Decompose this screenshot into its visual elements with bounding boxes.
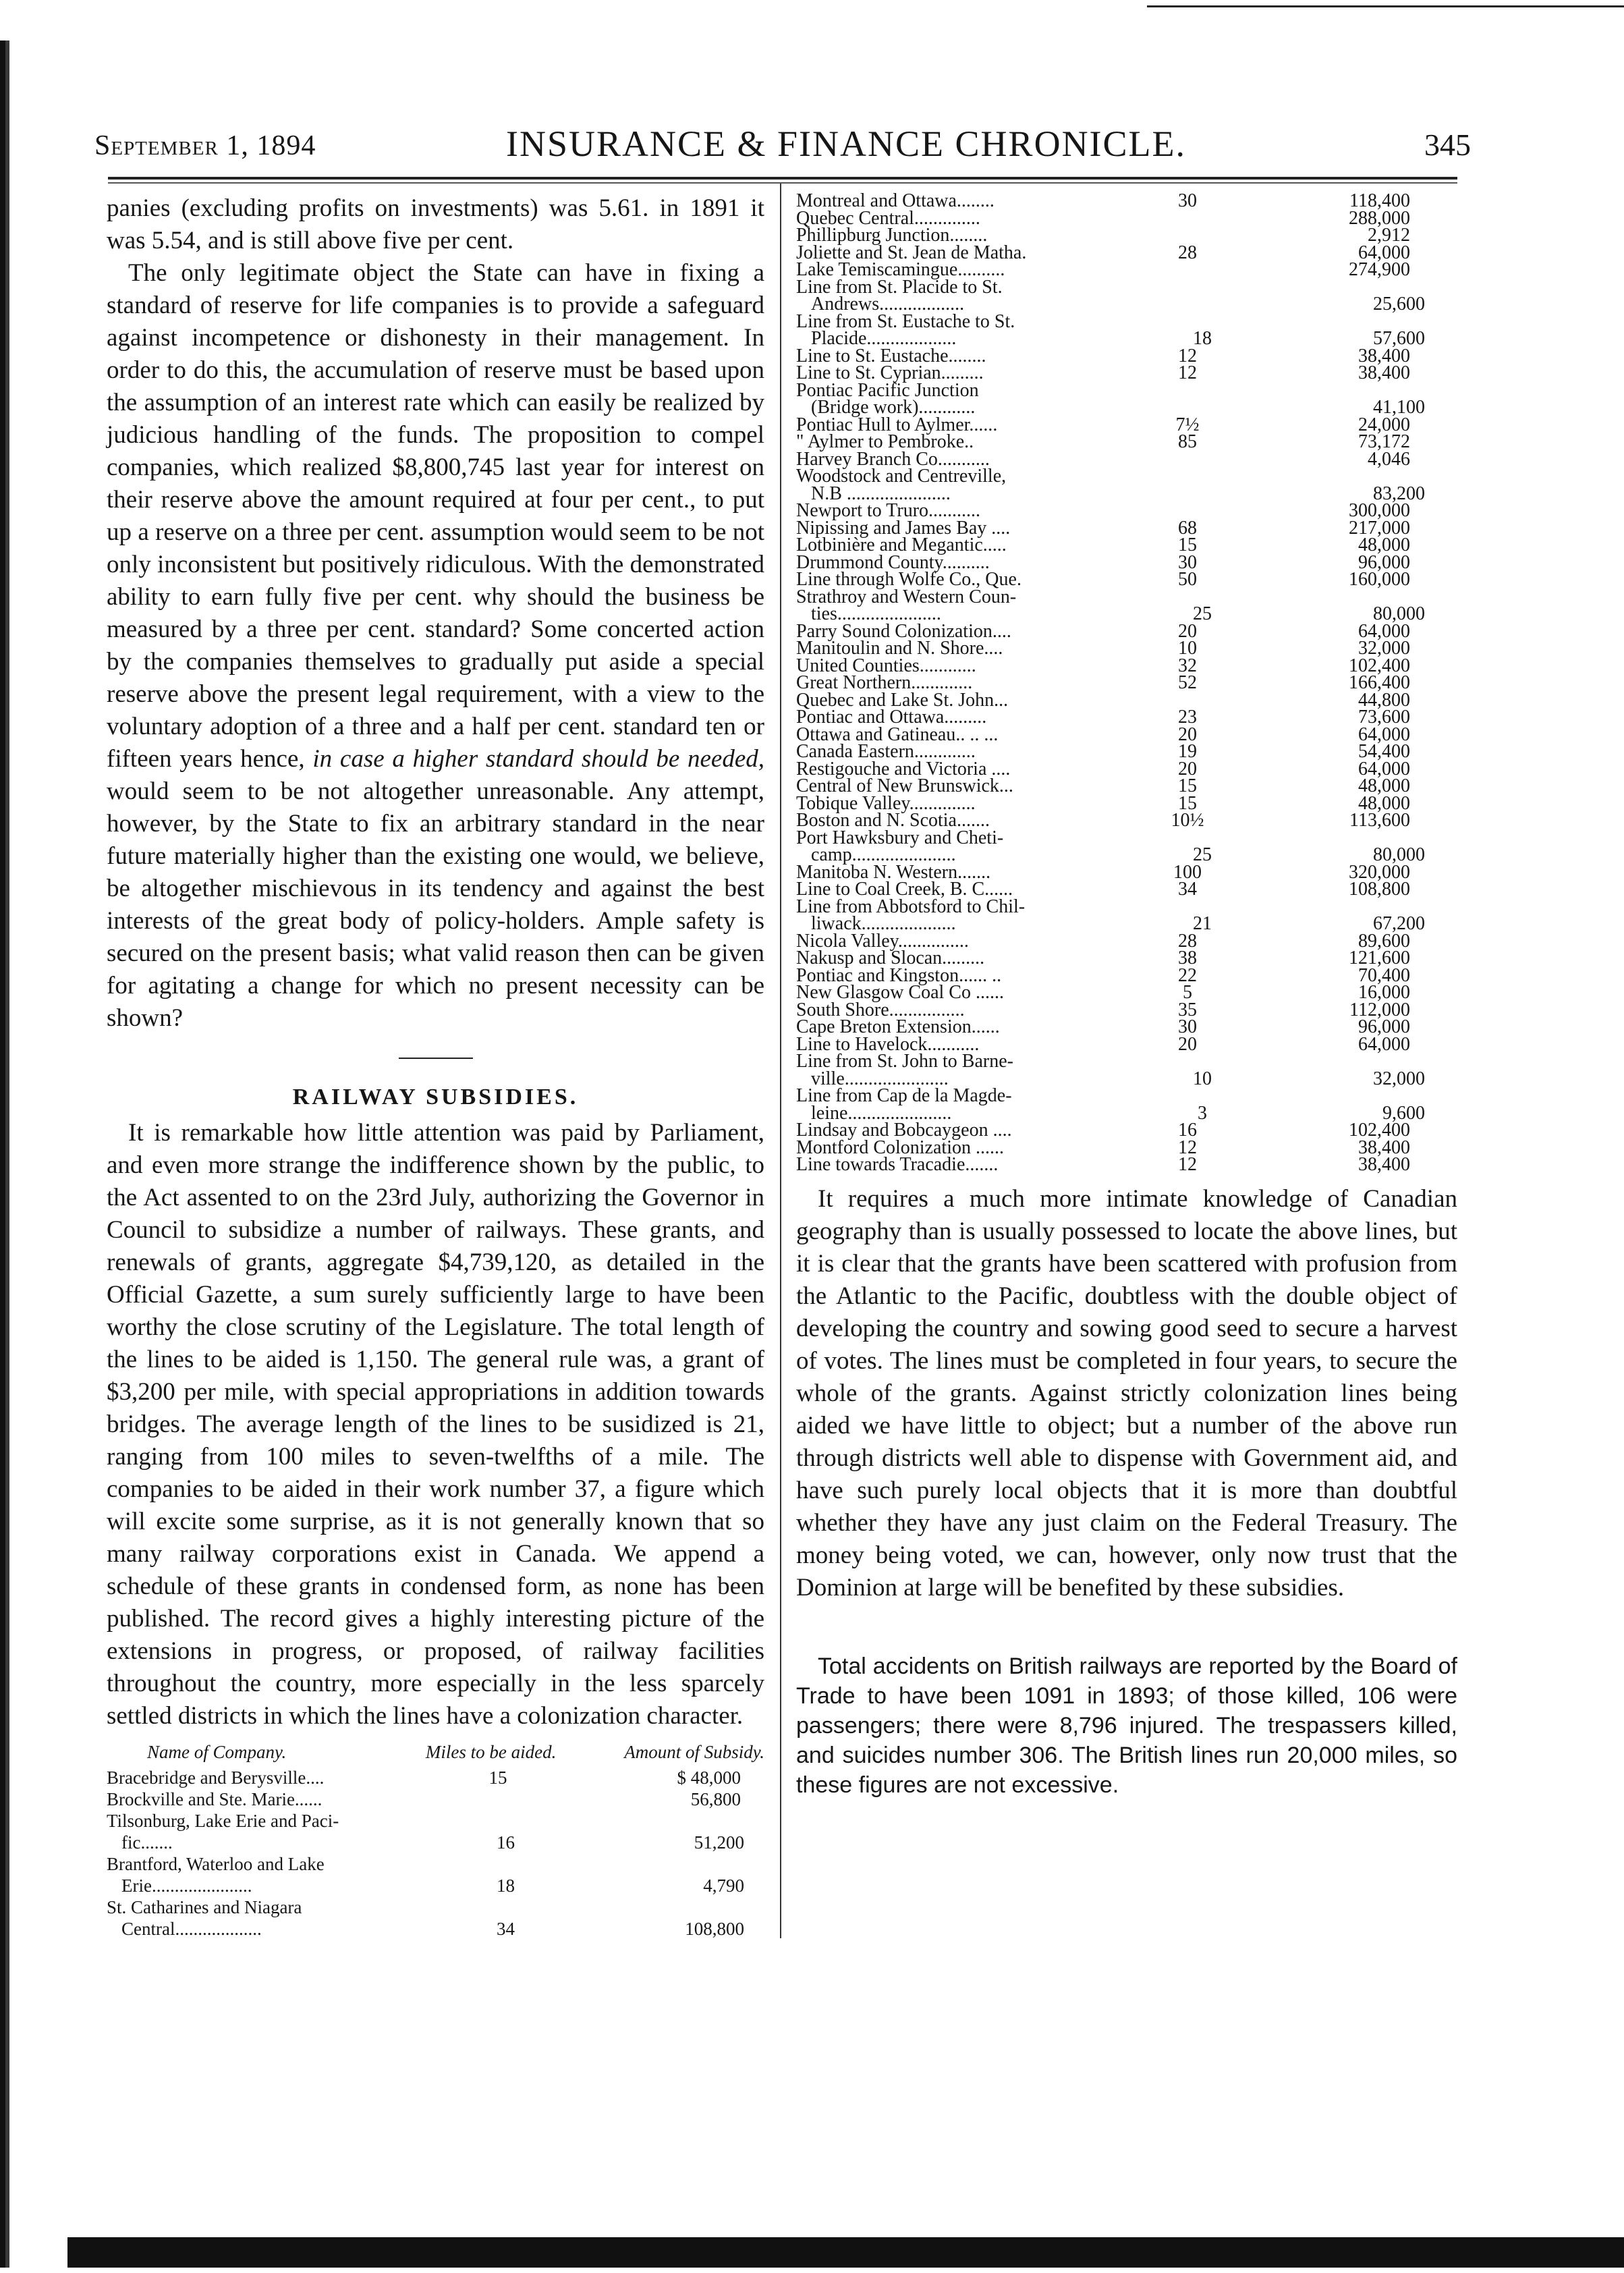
schedule-row bbox=[107, 1767, 764, 1788]
subsidy-amount: 217,000 bbox=[1349, 517, 1410, 539]
subsidy-amount: 16,000 bbox=[1358, 982, 1410, 1003]
subsidy-amount: 83,200 bbox=[1373, 483, 1425, 504]
company-name: Line to Coal Creek, B. C...... bbox=[796, 879, 1013, 900]
schedule-row bbox=[796, 1053, 1457, 1070]
schedule-row bbox=[796, 640, 1457, 657]
miles-aided: 7½ bbox=[1175, 414, 1200, 435]
company-name: Central of New Brunswick... bbox=[796, 775, 1013, 796]
miles-aided: 28 bbox=[1178, 930, 1197, 952]
miles-aided: 30 bbox=[1178, 190, 1197, 211]
miles-aided: 15 bbox=[1178, 535, 1197, 555]
company-name: Restigouche and Victoria .... bbox=[796, 758, 1011, 779]
scan-top-rule bbox=[1147, 5, 1624, 7]
miles-aided: 21 bbox=[1193, 913, 1212, 934]
subsidy-amount: 80,000 bbox=[1373, 844, 1425, 865]
subsidy-amount: 38,400 bbox=[1358, 345, 1410, 366]
subsidy-amount: 80,000 bbox=[1373, 603, 1425, 624]
miles-aided: 10½ bbox=[1171, 810, 1204, 831]
schedule-row-continued bbox=[107, 1918, 764, 1940]
subsidy-amount: 64,000 bbox=[1358, 1033, 1410, 1055]
company-name: Line to St. Cyprian......... bbox=[796, 362, 984, 383]
miles-aided: 30 bbox=[1178, 1016, 1197, 1037]
company-name-cont: leine...................... bbox=[811, 1102, 952, 1124]
page-number: 345 bbox=[1424, 128, 1471, 162]
company-name: Line from Cap de la Magde- bbox=[796, 1085, 1012, 1106]
company-name: Drummond County.......... bbox=[796, 551, 990, 573]
company-name: Lotbinière and Megantic..... bbox=[796, 535, 1007, 555]
miles-aided: 20 bbox=[1178, 723, 1197, 745]
company-name: Harvey Branch Co........... bbox=[796, 448, 990, 470]
company-name: Bracebridge and Berysville.... bbox=[107, 1768, 325, 1788]
schedule-row bbox=[796, 1087, 1457, 1105]
company-name: Canada Eastern............. bbox=[796, 741, 976, 762]
miles-aided: 25 bbox=[1193, 844, 1212, 865]
company-name-cont: ville...................... bbox=[811, 1068, 949, 1089]
schedule-row-continued bbox=[796, 296, 1457, 313]
subsidy-amount: 288,000 bbox=[1349, 207, 1410, 229]
subsidy-amount: 41,100 bbox=[1373, 397, 1425, 418]
company-name: Lindsay and Bobcaygeon .... bbox=[796, 1120, 1012, 1141]
company-name: Ottawa and Gatineau.. .. ... bbox=[796, 723, 999, 745]
company-name: Manitoba N. Western....... bbox=[796, 861, 991, 883]
subsidy-amount: 320,000 bbox=[1349, 861, 1410, 883]
company-name: Brockville and Ste. Marie...... bbox=[107, 1789, 323, 1809]
subsidy-amount: 48,000 bbox=[1358, 792, 1410, 814]
company-name-cont: (Bridge work)............ bbox=[811, 397, 976, 418]
italic-phrase: in case a higher standard should be needed, bbox=[312, 745, 765, 773]
company-name: Line to Havelock........... bbox=[796, 1033, 980, 1055]
company-name: Nicola Valley............... bbox=[796, 930, 969, 952]
subsidy-amount: 38,400 bbox=[1358, 1154, 1410, 1175]
schedule-row bbox=[796, 674, 1457, 692]
company-name: Woodstock and Centreville, bbox=[796, 466, 1007, 487]
company-name: Strathroy and Western Coun- bbox=[796, 586, 1017, 607]
company-name-cont: Placide................... bbox=[811, 328, 957, 349]
miles-aided: 34 bbox=[1178, 879, 1197, 900]
subsidy-amount: 2,912 bbox=[1368, 225, 1410, 246]
subsidy-amount: 38,400 bbox=[1358, 1136, 1410, 1158]
company-name: Pontiac Pacific Junction bbox=[796, 379, 979, 401]
company-name-cont: camp...................... bbox=[811, 844, 956, 865]
subsidy-amount: 32,000 bbox=[1358, 638, 1410, 659]
schedule-row bbox=[796, 364, 1457, 382]
schedule-row bbox=[107, 1810, 764, 1832]
company-name-cont: Central................... bbox=[121, 1919, 262, 1939]
subsidy-amount: 96,000 bbox=[1358, 1016, 1410, 1037]
schedule-row bbox=[796, 1018, 1457, 1036]
subsidy-amount: 73,600 bbox=[1358, 707, 1410, 728]
schedule-row bbox=[107, 1788, 764, 1810]
company-name: Quebec and Lake St. John... bbox=[796, 689, 1009, 711]
paragraph-reserve-rate: panies (excluding profits on investments) was 5.61. in 1891 it was 5.54, and is still above five per cent. bbox=[107, 194, 764, 254]
subsidy-amount: 51,200 bbox=[694, 1832, 744, 1853]
schedule-row-continued bbox=[107, 1832, 764, 1853]
company-name-cont: fic....... bbox=[121, 1832, 173, 1853]
paragraph-text: The only legitimate object the State can have in fixing a standard of reserve for life companies is to provide a safeguard against incompetence or dishonesty in their management. In order to do this, the accumulation of reserve must be based upon the assumption of an interest rate which can easily be realized by judicious handling of the funds. The proposition to compel companies, which realized $8,800,745 last year for interest on their reserve above the amount required at four per cent., to put up a reserve on a three per cent. assumption would seem to be not only inconsistent but positively ridiculous. With the demonstrated ability to earn fully five per cent. why should the business be measured by a three per cent. standard? Some concerted action by the companies themselves to gradually put aside a special reserve above the present legal requirement, with a view to the voluntary adoption of a three and a half per cent. standard ten or fifteen years hence, bbox=[107, 259, 764, 773]
company-name: Pontiac and Kingston...... .. bbox=[796, 964, 1002, 986]
subsidy-amount: 44,800 bbox=[1358, 689, 1410, 711]
schedule-row-continued bbox=[107, 1875, 764, 1896]
schedule-row bbox=[107, 1896, 764, 1918]
schedule-table-left bbox=[107, 1767, 764, 1940]
company-name: Pontiac Hull to Aylmer...... bbox=[796, 414, 998, 435]
miles-aided: 18 bbox=[1193, 328, 1212, 349]
schedule-row bbox=[796, 881, 1457, 898]
subsidy-amount: 32,000 bbox=[1373, 1068, 1425, 1089]
schedule-row-continued bbox=[796, 605, 1457, 623]
schedule-row bbox=[796, 709, 1457, 726]
company-name: New Glasgow Coal Co ...... bbox=[796, 982, 1004, 1003]
company-name-cont: Erie...................... bbox=[121, 1875, 252, 1896]
miles-aided: 20 bbox=[1178, 758, 1197, 779]
miles-aided: 28 bbox=[1178, 242, 1197, 263]
subsidy-amount: 166,400 bbox=[1349, 672, 1410, 693]
schedule-row bbox=[796, 1122, 1457, 1139]
company-name: " Aylmer to Pembroke.. bbox=[796, 431, 974, 452]
schedule-row bbox=[796, 950, 1457, 967]
subsidy-amount: 67,200 bbox=[1373, 913, 1425, 934]
company-name-cont: N.B ...................... bbox=[811, 483, 951, 504]
header-date: September 1, 1894 bbox=[94, 130, 316, 161]
schedule-row-continued bbox=[796, 846, 1457, 864]
miles-aided: 38 bbox=[1178, 948, 1197, 968]
company-name: Line from St. Placide to St. bbox=[796, 276, 1003, 298]
subsidy-amount: 118,400 bbox=[1349, 190, 1410, 211]
company-name-cont: ties...................... bbox=[811, 603, 941, 624]
miles-aided: 19 bbox=[1178, 741, 1197, 762]
miles-aided: 15 bbox=[1178, 792, 1197, 814]
miles-aided: 15 bbox=[488, 1768, 507, 1788]
company-name-cont: liwack.................... bbox=[811, 913, 956, 934]
miles-aided: 12 bbox=[1178, 345, 1197, 366]
company-name: Nipissing and James Bay .... bbox=[796, 517, 1011, 539]
miles-aided: 16 bbox=[497, 1832, 515, 1853]
schedule-table-right bbox=[796, 192, 1457, 1174]
company-name: Line from St. John to Barne- bbox=[796, 1051, 1013, 1072]
company-name: Nakusp and Slocan......... bbox=[796, 948, 985, 968]
scan-binding-edge bbox=[0, 40, 15, 2268]
miles-aided: 68 bbox=[1178, 517, 1197, 539]
miles-aided: 25 bbox=[1193, 603, 1212, 624]
miles-aided: 32 bbox=[1178, 655, 1197, 676]
miles-aided: 22 bbox=[1178, 964, 1197, 986]
schedule-row bbox=[796, 261, 1457, 279]
company-name: Newport to Truro........... bbox=[796, 500, 981, 521]
subsidy-amount: $ 48,000 bbox=[677, 1768, 741, 1788]
schedule-header-miles: Miles to be aided. bbox=[425, 1742, 557, 1762]
paragraph-canadian-geography: It requires a much more intimate knowledge of Canadian geography than is usually possessed to locate the above lines, but it is clear that the grants have been scattered with profusion from the Atlantic to the Pacific, doubtless with the double object of developing the country and sowing good seed to secure a harvest of votes. The lines must be completed in four years, to secure the whole of the grants. Against strictly colonization lines being aided we have little to object; but a number of the above run through districts well able to dispense with Government aid, and have such purely local objects that it is more than doubtful whether they have any just claim on the Federal Treasury. The money being voted, we can, however, only now trust that the Dominion at large will be benefited by these subsidies. bbox=[796, 1184, 1457, 1601]
company-name: Quebec Central.............. bbox=[796, 207, 980, 229]
publication-title: INSURANCE & FINANCE CHRONICLE. bbox=[506, 124, 1187, 164]
company-name: United Counties............ bbox=[796, 655, 976, 676]
scan-bottom-edge bbox=[67, 2220, 1624, 2268]
company-name: Line to St. Eustache........ bbox=[796, 345, 986, 366]
company-name-cont: Andrews.................. bbox=[811, 294, 965, 314]
subsidy-amount: 89,600 bbox=[1358, 930, 1410, 952]
subsidy-amount: 121,600 bbox=[1349, 948, 1410, 968]
miles-aided: 23 bbox=[1178, 707, 1197, 728]
page-header bbox=[94, 123, 1471, 170]
schedule-row-continued bbox=[796, 399, 1457, 416]
company-name: Lake Temiscamingue.......... bbox=[796, 259, 1005, 280]
subsidy-amount: 9,600 bbox=[1382, 1102, 1425, 1124]
subsidy-amount: 64,000 bbox=[1358, 723, 1410, 745]
company-name: South Shore................ bbox=[796, 999, 965, 1020]
subsidy-amount: 113,600 bbox=[1349, 810, 1410, 831]
subsidy-amount: 54,400 bbox=[1358, 741, 1410, 762]
miles-aided: 35 bbox=[1178, 999, 1197, 1020]
company-name: Pontiac and Ottawa......... bbox=[796, 707, 987, 728]
header-rule-thin bbox=[108, 182, 1457, 184]
miles-aided: 20 bbox=[1178, 1033, 1197, 1055]
schedule-row-continued bbox=[796, 915, 1457, 933]
subsidy-amount: 4,790 bbox=[703, 1875, 744, 1896]
subsidy-amount: 300,000 bbox=[1349, 500, 1410, 521]
schedule-row bbox=[796, 537, 1457, 554]
subsidy-amount: 38,400 bbox=[1358, 362, 1410, 383]
miles-aided: 52 bbox=[1178, 672, 1197, 693]
subsidy-amount: 48,000 bbox=[1358, 775, 1410, 796]
company-name: Tilsonburg, Lake Erie and Paci- bbox=[107, 1811, 339, 1831]
schedule-header-amount: Amount of Subsidy. bbox=[624, 1742, 764, 1762]
company-name: Line from St. Eustache to St. bbox=[796, 310, 1015, 332]
miles-aided: 12 bbox=[1178, 362, 1197, 383]
subsidy-amount: 57,600 bbox=[1373, 328, 1425, 349]
subsidy-amount: 73,172 bbox=[1358, 431, 1410, 452]
schedule-row bbox=[796, 1156, 1457, 1174]
company-name: Cape Breton Extension...... bbox=[796, 1016, 1000, 1037]
company-name: Montford Colonization ...... bbox=[796, 1136, 1004, 1158]
schedule-row bbox=[107, 1853, 764, 1875]
right-column bbox=[796, 192, 1457, 1823]
subsidy-amount: 64,000 bbox=[1358, 758, 1410, 779]
company-name: Line towards Tracadie....... bbox=[796, 1154, 999, 1175]
company-name: Brantford, Waterloo and Lake bbox=[107, 1854, 325, 1874]
company-name: Phillipburg Junction........ bbox=[796, 225, 988, 246]
schedule-row bbox=[796, 227, 1457, 244]
subsidy-amount: 48,000 bbox=[1358, 535, 1410, 555]
miles-aided: 10 bbox=[1178, 638, 1197, 659]
schedule-row bbox=[796, 743, 1457, 761]
column-divider bbox=[780, 184, 781, 1938]
subsidy-amount: 24,000 bbox=[1358, 414, 1410, 435]
company-name: Line from Abbotsford to Chil- bbox=[796, 896, 1026, 917]
miles-aided: 85 bbox=[1178, 431, 1197, 452]
subsidy-amount: 160,000 bbox=[1349, 569, 1410, 590]
paragraph-legitimate-object bbox=[107, 257, 764, 1035]
company-name: Montreal and Ottawa........ bbox=[796, 190, 995, 211]
company-name: Tobique Valley.............. bbox=[796, 792, 976, 814]
subsidy-amount: 108,800 bbox=[1349, 879, 1410, 900]
subsidy-amount: 25,600 bbox=[1373, 294, 1425, 314]
schedule-header bbox=[107, 1742, 764, 1763]
schedule-row bbox=[796, 433, 1457, 451]
schedule-row bbox=[796, 502, 1457, 520]
company-name: Port Hawksbury and Cheti- bbox=[796, 827, 1004, 848]
miles-aided: 100 bbox=[1173, 861, 1202, 883]
miles-aided: 18 bbox=[497, 1875, 515, 1896]
subsidy-amount: 56,800 bbox=[690, 1789, 741, 1809]
miles-aided: 34 bbox=[497, 1919, 515, 1939]
schedule-header-company: Name of Company. bbox=[147, 1742, 287, 1762]
paragraph-text: would seem to be not altogether unreasonable. Any attempt, however, by the State to fix an arbitrary standard in the near future materially higher than the existing one would, we believe, be altogether mischievous in its tendency and against the best interests of the great body of policy-holders. Ample safety is secured on the present basis; what valid reason then can be given for agitating a change for which no present necessity can be shown? bbox=[107, 777, 764, 1032]
company-name: Manitoulin and N. Shore.... bbox=[796, 638, 1003, 659]
section-divider bbox=[399, 1058, 473, 1059]
section-heading: RAILWAY SUBSIDIES. bbox=[292, 1085, 579, 1110]
schedule-row bbox=[796, 777, 1457, 795]
subsidy-amount: 64,000 bbox=[1358, 620, 1410, 642]
miles-aided: 12 bbox=[1178, 1136, 1197, 1158]
subsidy-amount: 108,800 bbox=[685, 1919, 744, 1939]
company-name: Parry Sound Colonization.... bbox=[796, 620, 1011, 642]
miles-aided: 15 bbox=[1178, 775, 1197, 796]
miles-aided: 3 bbox=[1198, 1102, 1207, 1124]
company-name: Great Northern............. bbox=[796, 672, 973, 693]
subsidy-amount: 274,900 bbox=[1349, 259, 1410, 280]
miles-aided: 12 bbox=[1178, 1154, 1197, 1175]
company-name: Line through Wolfe Co., Que. bbox=[796, 569, 1021, 590]
paragraph-british-accidents: Total accidents on British railways are reported by the Board of Trade to have been 1091 in 1893; of those killed, 106 were passengers; there were 8,796 injured. The trespassers killed, and suicides number 306. The British lines run 20,000 miles, so these figures are not excessive. bbox=[796, 1653, 1457, 1798]
subsidy-amount: 70,400 bbox=[1358, 964, 1410, 986]
paragraph-railway-subsidies: It is remarkable how little attention was paid by Parliament, and even more strange the indifference shown by the public, to the Act assented to on the 23rd July, authorizing the Governor in Council to subsidize a number of railways. These grants, and renewals of grants, aggregate $4,739,120, as detailed in the Official Gazette, a sum surely sufficiently large to have been worthy the close scrutiny of the Legislature. The total length of the lines to be aided is 1,150. The general rule was, a grant of $3,200 per mile, with special appropriations in addition towards bridges. The average length of the lines to be susidized is 21, ranging from 100 miles to seven-twelfths of a mile. The companies to be aided in their work number 37, a figure which will excite some surprise, as it is not generally known that so many railway corporations exist in Canada. We append a schedule of these grants in condensed form, as none has been published. The record gives a highly interesting picture of the extensions in progress, or proposed, of railway facilities throughout the country, more especially in the less sparcely settled districts in which the lines have a colonization character. bbox=[107, 1119, 764, 1730]
schedule-row bbox=[796, 812, 1457, 829]
schedule-row bbox=[796, 192, 1457, 210]
subsidy-amount: 102,400 bbox=[1349, 1120, 1410, 1141]
subsidy-amount: 4,046 bbox=[1368, 448, 1410, 470]
company-name: Boston and N. Scotia....... bbox=[796, 810, 990, 831]
schedule-row bbox=[796, 571, 1457, 588]
company-name: St. Catharines and Niagara bbox=[107, 1897, 302, 1917]
left-column bbox=[107, 192, 764, 1940]
schedule-row bbox=[796, 984, 1457, 1002]
miles-aided: 20 bbox=[1178, 620, 1197, 642]
miles-aided: 16 bbox=[1178, 1120, 1197, 1141]
schedule-row bbox=[796, 468, 1457, 485]
company-name: Joliette and St. Jean de Matha. bbox=[796, 242, 1027, 263]
miles-aided: 50 bbox=[1178, 569, 1197, 590]
subsidy-amount: 102,400 bbox=[1349, 655, 1410, 676]
miles-aided: 5 bbox=[1183, 982, 1192, 1003]
subsidy-amount: 112,000 bbox=[1349, 999, 1410, 1020]
schedule-row-continued bbox=[796, 330, 1457, 348]
subsidy-amount: 96,000 bbox=[1358, 551, 1410, 573]
header-rule bbox=[108, 177, 1457, 180]
miles-aided: 30 bbox=[1178, 551, 1197, 573]
miles-aided: 10 bbox=[1193, 1068, 1212, 1089]
subsidy-amount: 64,000 bbox=[1358, 242, 1410, 263]
